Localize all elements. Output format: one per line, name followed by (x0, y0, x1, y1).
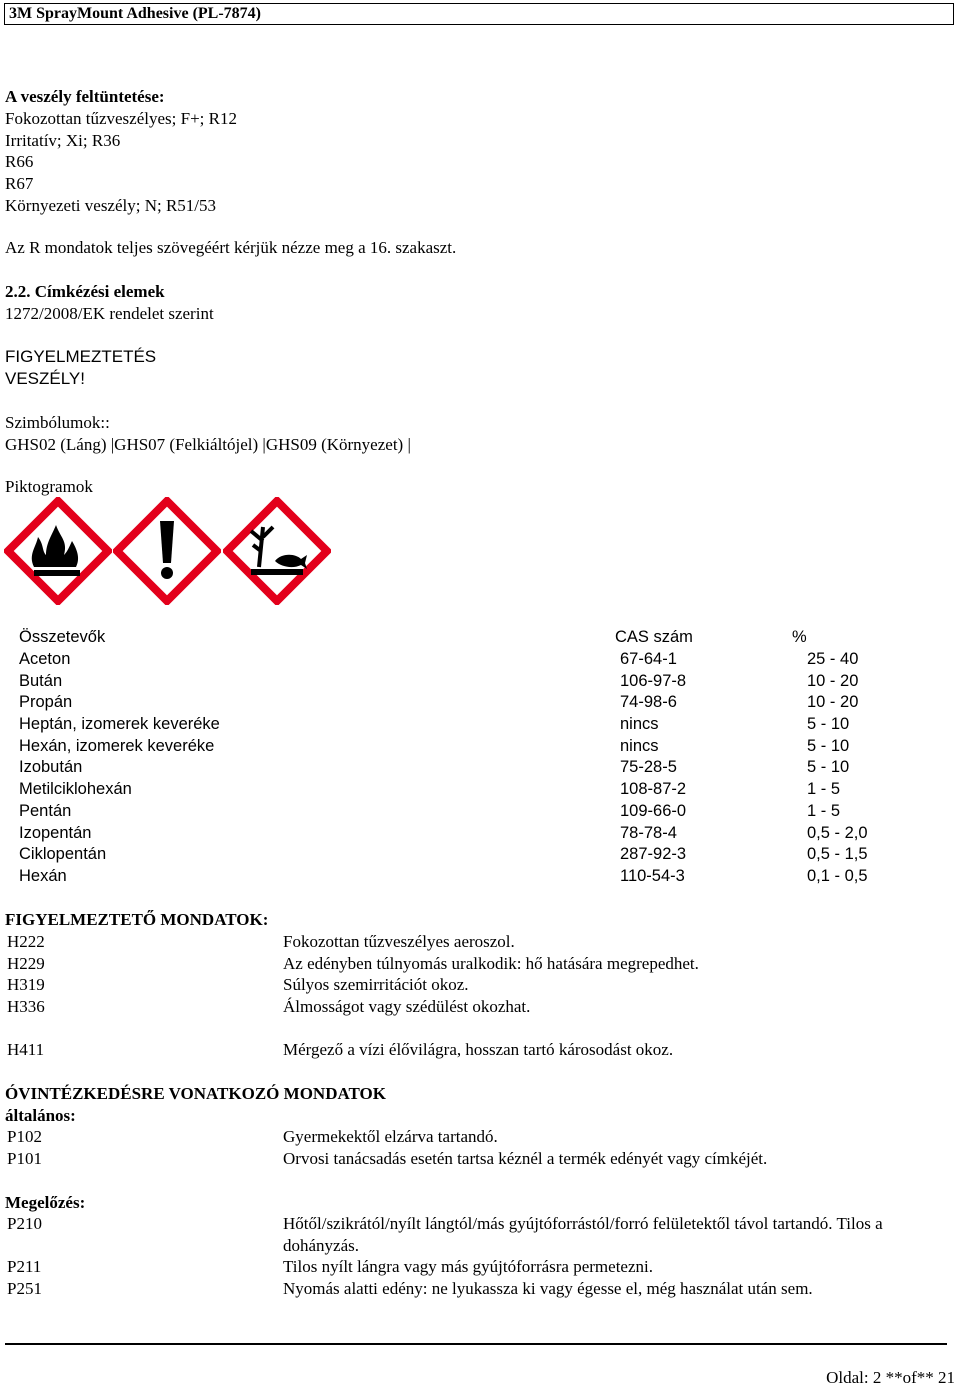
signal-heading: FIGYELMEZTETÉS (5, 347, 157, 366)
percent-range: 10 - 20 (807, 671, 859, 690)
pictograms-heading: Piktogramok (5, 477, 93, 496)
ghs07-exclamation-icon (113, 497, 221, 605)
statement-code: H336 (7, 997, 45, 1016)
statement-text: Orvosi tanácsadás esetén tartsa kéznél a termék edényét vagy címkéjét. (283, 1149, 768, 1168)
percent-range: 25 - 40 (807, 650, 859, 669)
signal-section (5, 346, 156, 390)
header-ingredient: Összetevők (19, 628, 106, 647)
cas-number: nincs (620, 736, 659, 755)
ingredient-name: Heptán, izomerek keveréke (19, 715, 220, 734)
statement-code: P102 (7, 1127, 42, 1146)
hazard-line: R67 (5, 174, 34, 194)
percent-range: 0,1 - 0,5 (807, 866, 868, 885)
cas-number: 106-97-8 (620, 671, 687, 690)
hazard-statements-heading: FIGYELMEZTETŐ MONDATOK: (5, 910, 269, 929)
statement-code: H222 (7, 932, 45, 951)
ingredient-name: Hexán (19, 866, 67, 885)
header-percent: % (792, 628, 807, 647)
table-row (19, 757, 952, 779)
percent-range: 5 - 10 (807, 736, 850, 755)
statement-code: P210 (7, 1214, 42, 1233)
precautionary-section (5, 1083, 386, 1127)
statement-code: P251 (7, 1279, 42, 1298)
table-row (19, 735, 952, 757)
ingredient-name: Izobután (19, 758, 83, 777)
table-row (19, 714, 952, 736)
percent-range: 10 - 20 (807, 693, 859, 712)
cas-number: 110-54-3 (620, 866, 685, 885)
ingredient-name: Metilciklohexán (19, 780, 132, 799)
cas-number: 78-78-4 (620, 823, 677, 842)
cas-number: 74-98-6 (620, 693, 677, 712)
percent-range: 0,5 - 1,5 (807, 845, 868, 864)
page-number: Oldal: 2 **of** 21 (826, 1368, 955, 1387)
statement-text: Nyomás alatti edény: ne lyukassza ki vagy égesse el, még használat után sem. (283, 1279, 813, 1298)
ghs09-environment-icon (223, 497, 331, 605)
table-row (19, 779, 952, 801)
statement-text: Hőtől/szikrától/nyílt lángtól/más gyújtóforrástól/forró felületektől távol tartandó. Tilos a (283, 1214, 883, 1233)
statement-text: Az edényben túlnyomás uralkodik: hő hatására megrepedhet. (283, 954, 699, 973)
labeling-heading: 2.2. Címkézési elemek (5, 282, 165, 301)
table-row (19, 866, 952, 888)
general-heading: általános: (5, 1105, 76, 1125)
table-row (19, 670, 952, 692)
percent-range: 0,5 - 2,0 (807, 823, 868, 842)
ingredient-name: Izopentán (19, 823, 92, 842)
symbols-section (5, 412, 411, 456)
ingredient-name: Aceton (19, 650, 71, 669)
table-row (19, 801, 952, 823)
ingredient-name: Pentán (19, 801, 72, 820)
ingredient-name: Hexán, izomerek keveréke (19, 736, 215, 755)
cas-number: 109-66-0 (620, 801, 687, 820)
precautionary-heading: ÓVINTÉZKEDÉSRE VONATKOZÓ MONDATOK (5, 1084, 386, 1103)
statement-code: P211 (7, 1257, 42, 1276)
ghs02-flame-icon (4, 497, 112, 605)
labeling-section (5, 281, 214, 325)
prevention-heading: Megelőzés: (5, 1193, 86, 1212)
cas-number: 75-28-5 (620, 758, 677, 777)
percent-range: 5 - 10 (807, 758, 850, 777)
ingredient-name: Propán (19, 693, 73, 712)
statement-text: dohányzás. (283, 1236, 360, 1255)
ingredients-table (19, 627, 952, 887)
statement-text: Álmosságot vagy szédülést okozhat. (283, 997, 531, 1016)
signal-word: VESZÉLY! (5, 368, 85, 388)
statement-text: Gyermekektől elzárva tartandó. (283, 1127, 498, 1146)
percent-range: 1 - 5 (807, 801, 841, 820)
document-header (4, 3, 954, 25)
table-header-row (19, 627, 952, 649)
hazard-line: Környezeti veszély; N; R51/53 (5, 195, 217, 215)
cas-number: 108-87-2 (620, 780, 687, 799)
document-title: 3M SprayMount Adhesive (PL-7874) (9, 5, 261, 22)
header-cas: CAS szám (615, 628, 693, 647)
table-row (19, 844, 952, 866)
statement-text: Tilos nyílt lángra vagy más gyújtóforrásra permetezni. (283, 1257, 653, 1276)
hazard-line: Irritatív; Xi; R36 (5, 130, 121, 150)
percent-range: 5 - 10 (807, 715, 850, 734)
statement-code: H319 (7, 975, 45, 994)
ingredient-name: Bután (19, 671, 63, 690)
footer-divider (5, 1343, 947, 1345)
table-row (19, 692, 952, 714)
cas-number: 67-64-1 (620, 650, 677, 669)
symbols-list: GHS02 (Láng) |GHS07 (Felkiáltójel) |GHS09 (Környezet) | (5, 434, 411, 454)
percent-range: 1 - 5 (807, 780, 841, 799)
cas-number: 287-92-3 (620, 845, 687, 864)
cas-number: nincs (620, 715, 659, 734)
table-row (19, 822, 952, 844)
statement-code: P101 (7, 1149, 42, 1168)
statement-code: H229 (7, 954, 45, 973)
statement-text: Súlyos szemirritációt okoz. (283, 975, 469, 994)
ingredient-name: Ciklopentán (19, 845, 107, 864)
hazard-line: R66 (5, 152, 34, 172)
symbols-heading: Szimbólumok:: (5, 413, 110, 432)
statement-text: Mérgező a vízi élővilágra, hosszan tartó károsodást okoz. (283, 1040, 674, 1059)
statement-text: Fokozottan tűzveszélyes aeroszol. (283, 932, 515, 951)
hazard-note: Az R mondatok teljes szövegéért kérjük nézze meg a 16. szakaszt. (5, 238, 457, 257)
regulation-text: 1272/2008/EK rendelet szerint (5, 303, 214, 323)
hazard-heading: A veszély feltüntetése: (5, 87, 165, 106)
statement-code: H411 (7, 1040, 45, 1059)
hazard-line: Fokozottan tűzveszélyes; F+; R12 (5, 108, 237, 128)
hazard-section (5, 86, 237, 217)
table-row (19, 649, 952, 671)
